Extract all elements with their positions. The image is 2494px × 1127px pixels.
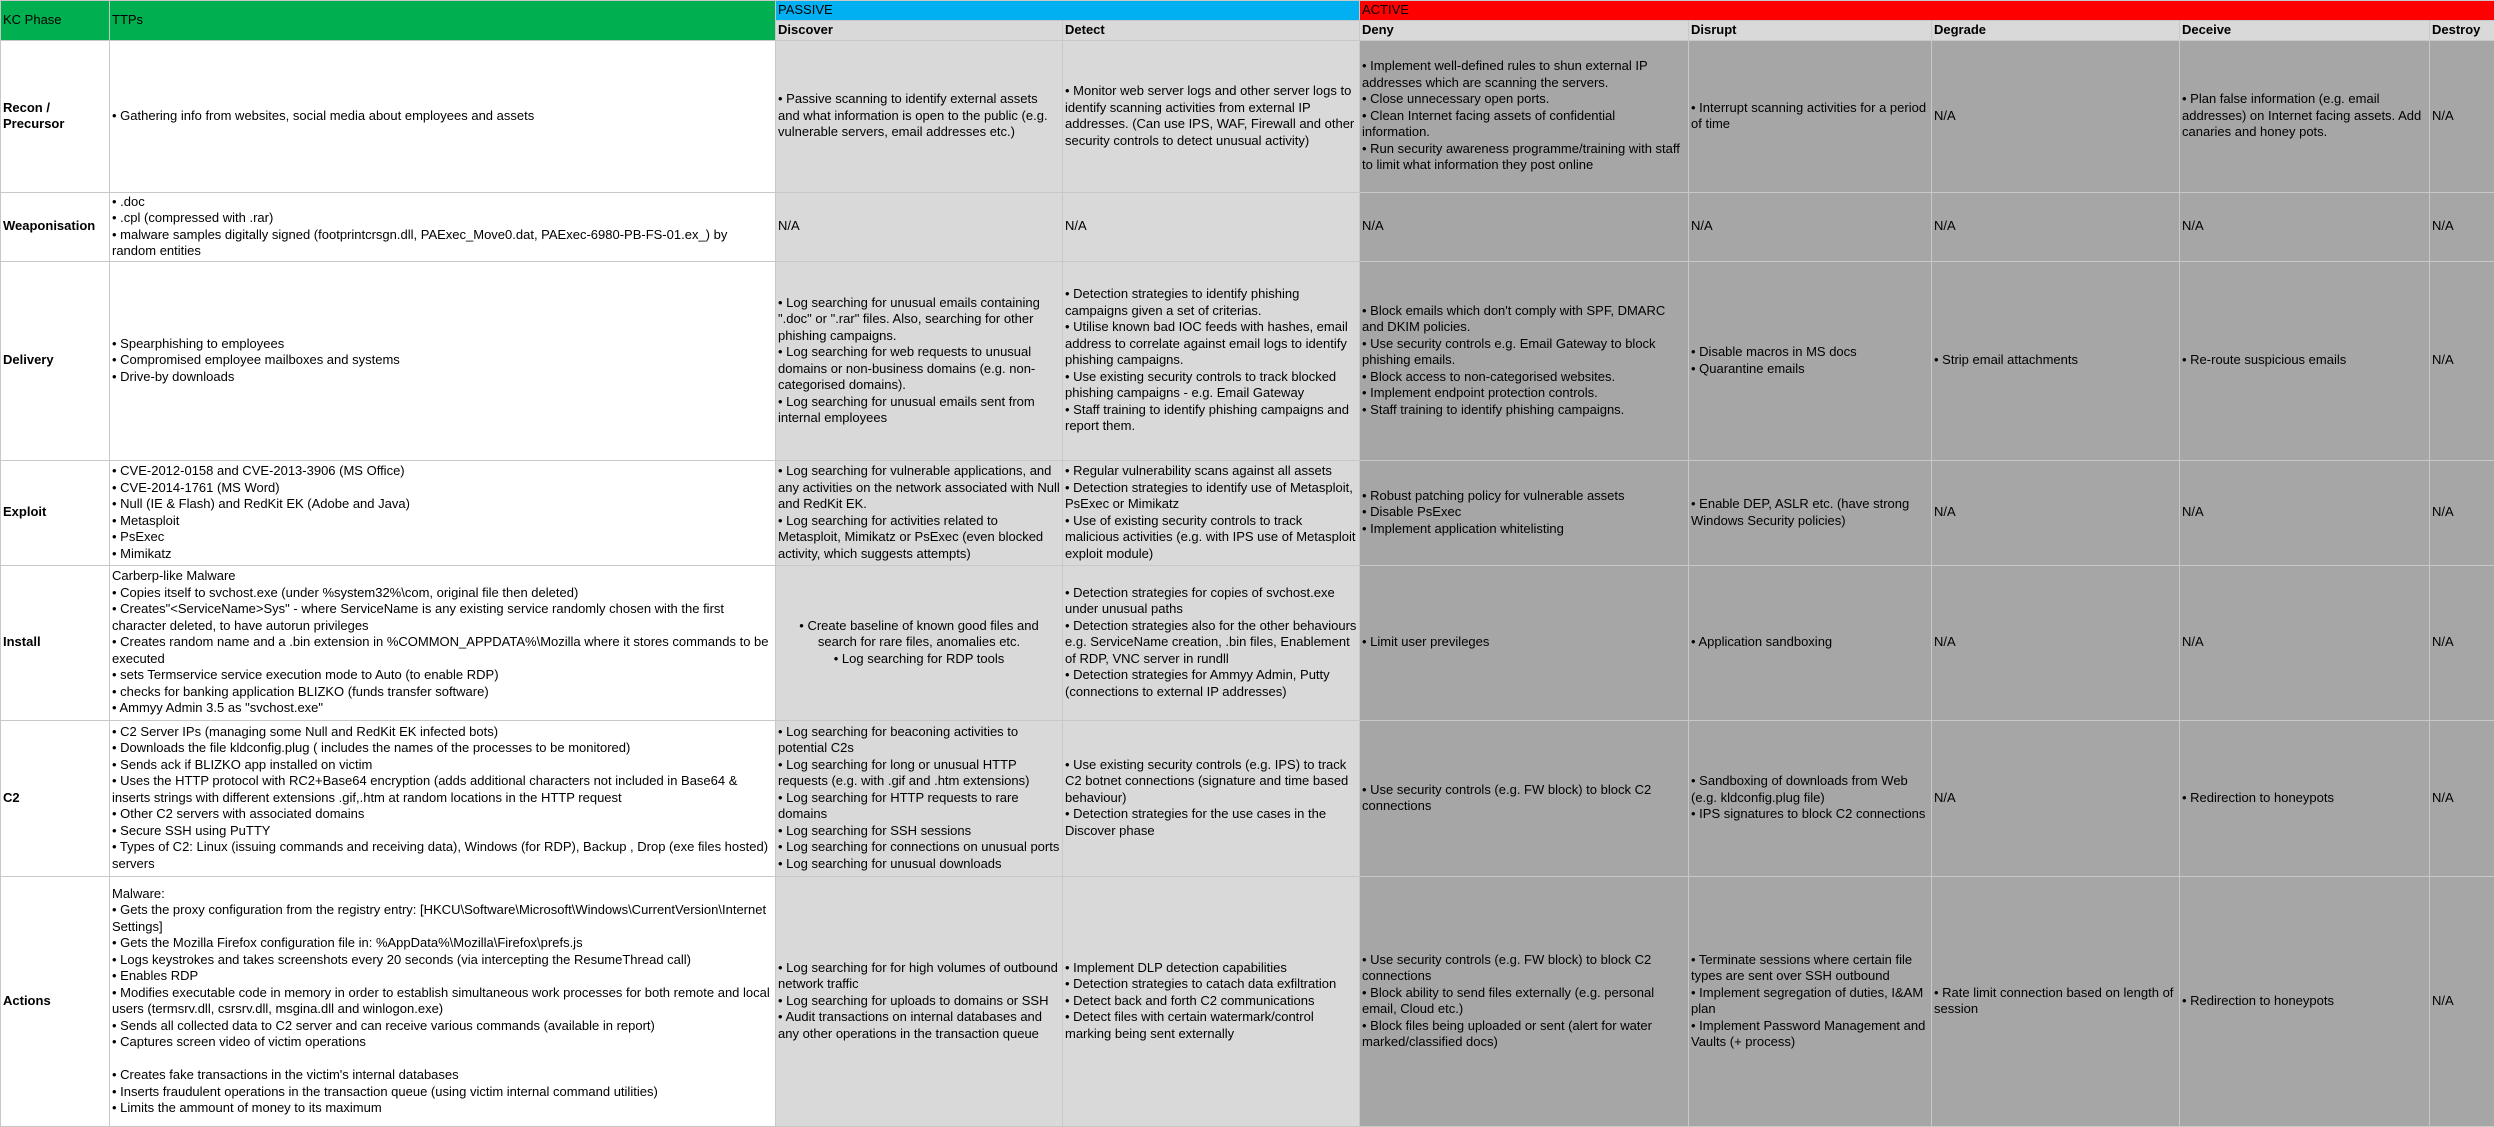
- cell-line: • Log searching for web requests to unusual domains or non-business domains (e.g. non-categorised domains).: [778, 344, 1060, 394]
- cell-line: • Use security controls e.g. Email Gateway to block phishing emails.: [1362, 336, 1686, 369]
- cell-line: • Close unnecessary open ports.: [1362, 91, 1686, 108]
- cell-line: • Use security controls (e.g. FW block) to block C2 connections: [1362, 952, 1686, 985]
- cell-line: [112, 1051, 773, 1068]
- cell-line: • Captures screen video of victim operations: [112, 1034, 773, 1051]
- header-active[interactable]: ACTIVE: [1360, 1, 2494, 21]
- cell-line: • C2 Server IPs (managing some Null and RedKit EK infected bots): [112, 724, 773, 741]
- deceive-cell[interactable]: [2180, 565, 2430, 720]
- group-header-row: [1, 1, 2494, 21]
- cell-line: • Redirection to honeypots: [2182, 993, 2427, 1010]
- cell-line: • Creates fake transactions in the victim's internal databases: [112, 1067, 773, 1084]
- cell-line: • Implement endpoint protection controls.: [1362, 385, 1686, 402]
- cell-line: • Types of C2: Linux (issuing commands and receiving data), Windows (for RDP), Backup , Drop (exe files hosted) servers: [112, 839, 773, 872]
- cell-line: • .doc: [112, 194, 773, 211]
- table-row: [1, 460, 2494, 565]
- discover-cell[interactable]: [776, 261, 1063, 460]
- detect-cell[interactable]: [1063, 261, 1360, 460]
- cell-line: N/A: [2432, 352, 2492, 369]
- cell-line: N/A: [2432, 634, 2492, 651]
- cell-line: • checks for banking application BLIZKO (funds transfer software): [112, 684, 773, 701]
- cell-line: • Gets the proxy configuration from the registry entry: [HKCU\Software\Microsoft\Windows\CurrentVersion\Internet Settings]: [112, 902, 773, 935]
- deny-cell[interactable]: [1360, 876, 1689, 1126]
- cell-line: • Secure SSH using PuTTY: [112, 823, 773, 840]
- cell-line: • Log searching for beaconing activities to potential C2s: [778, 724, 1060, 757]
- deceive-cell[interactable]: [2180, 192, 2430, 261]
- ttps-cell[interactable]: [110, 192, 776, 261]
- kc-phase-cell[interactable]: C2: [1, 720, 110, 876]
- discover-cell[interactable]: [776, 876, 1063, 1126]
- cell-line: • Block emails which don't comply with SPF, DMARC and DKIM policies.: [1362, 303, 1686, 336]
- cell-line: • Detection strategies for the use cases in the Discover phase: [1065, 806, 1357, 839]
- deny-cell[interactable]: [1360, 40, 1689, 192]
- table-row: [1, 40, 2494, 192]
- header-ttps[interactable]: TTPs: [110, 1, 776, 41]
- detect-cell[interactable]: [1063, 565, 1360, 720]
- cell-line: • Detection strategies to identify use of Metasploit, PsExec or Mimikatz: [1065, 480, 1357, 513]
- cell-line: • Gets the Mozilla Firefox configuration file in: %AppData%\Mozilla\Firefox\prefs.js: [112, 935, 773, 952]
- deny-cell[interactable]: [1360, 565, 1689, 720]
- ttps-cell[interactable]: [110, 565, 776, 720]
- cell-line: • Log searching for RDP tools: [778, 651, 1060, 668]
- kc-phase-cell[interactable]: Exploit: [1, 460, 110, 565]
- cell-line: Carberp-like Malware: [112, 568, 773, 585]
- cell-line: • Log searching for unusual downloads: [778, 856, 1060, 873]
- cell-line: • Detect files with certain watermark/control marking being sent externally: [1065, 1009, 1357, 1042]
- table-row: [1, 261, 2494, 460]
- detect-cell[interactable]: [1063, 460, 1360, 565]
- cell-line: • Log searching for SSH sessions: [778, 823, 1060, 840]
- cell-line: • Log searching for HTTP requests to rare domains: [778, 790, 1060, 823]
- cell-line: • Sends ack if BLIZKO app installed on victim: [112, 757, 773, 774]
- cell-line: • Log searching for connections on unusual ports: [778, 839, 1060, 856]
- cell-line: • Strip email attachments: [1934, 352, 2177, 369]
- cell-line: • Spearphishing to employees: [112, 336, 773, 353]
- cell-line: • PsExec: [112, 529, 773, 546]
- cell-line: • Regular vulnerability scans against all assets: [1065, 463, 1357, 480]
- cell-line: N/A: [1362, 218, 1686, 235]
- disrupt-cell[interactable]: [1689, 460, 1932, 565]
- cell-line: • Staff training to identify phishing campaigns.: [1362, 402, 1686, 419]
- detect-cell[interactable]: [1063, 720, 1360, 876]
- cell-line: • Uses the HTTP protocol with RC2+Base64 encryption (adds additional characters not included in Base64 & inserts strings with different extensions .gif,.htm at random locations in the HTTP request: [112, 773, 773, 806]
- kc-phase-cell[interactable]: Delivery: [1, 261, 110, 460]
- discover-cell[interactable]: [776, 460, 1063, 565]
- cell-line: • Terminate sessions where certain file types are sent over SSH outbound: [1691, 952, 1929, 985]
- cell-line: N/A: [2432, 790, 2492, 807]
- discover-cell[interactable]: [776, 720, 1063, 876]
- cell-line: N/A: [1934, 504, 2177, 521]
- ttps-cell[interactable]: [110, 460, 776, 565]
- ttps-cell[interactable]: [110, 720, 776, 876]
- degrade-cell[interactable]: [1932, 40, 2180, 192]
- detect-cell[interactable]: [1063, 192, 1360, 261]
- cell-line: • Create baseline of known good files and search for rare files, anomalies etc.: [778, 618, 1060, 651]
- degrade-cell[interactable]: [1932, 261, 2180, 460]
- header-deceive[interactable]: Deceive: [2180, 20, 2430, 40]
- cell-line: N/A: [778, 218, 1060, 235]
- cell-line: • Enables RDP: [112, 968, 773, 985]
- cell-line: • CVE-2012-0158 and CVE-2013-3906 (MS Office): [112, 463, 773, 480]
- cell-line: • Disable macros in MS docs: [1691, 344, 1929, 361]
- cell-line: • Robust patching policy for vulnerable assets: [1362, 488, 1686, 505]
- cell-line: • Drive-by downloads: [112, 369, 773, 386]
- cell-line: N/A: [2432, 504, 2492, 521]
- cell-line: • Creates"<ServiceName>Sys" - where ServiceName is any existing service randomly chosen with the first character deleted, to have autorun privileges: [112, 601, 773, 634]
- destroy-cell[interactable]: [2430, 720, 2494, 876]
- detect-cell[interactable]: [1063, 876, 1360, 1126]
- kc-phase-cell[interactable]: Actions: [1, 876, 110, 1126]
- degrade-cell[interactable]: [1932, 720, 2180, 876]
- deny-cell[interactable]: [1360, 720, 1689, 876]
- cell-line: • Block access to non-categorised websites.: [1362, 369, 1686, 386]
- ttps-cell[interactable]: [110, 261, 776, 460]
- discover-cell[interactable]: [776, 40, 1063, 192]
- detect-cell[interactable]: [1063, 40, 1360, 192]
- destroy-cell[interactable]: [2430, 876, 2494, 1126]
- destroy-cell[interactable]: [2430, 565, 2494, 720]
- cell-line: • Enable DEP, ASLR etc. (have strong Windows Security policies): [1691, 496, 1929, 529]
- cell-line: • Detection strategies for copies of svchost.exe under unusual paths: [1065, 585, 1357, 618]
- table-row: [1, 720, 2494, 876]
- table-body: [1, 40, 2494, 1126]
- deceive-cell[interactable]: [2180, 40, 2430, 192]
- cell-line: N/A: [1691, 218, 1929, 235]
- cell-line: Malware:: [112, 886, 773, 903]
- destroy-cell[interactable]: [2430, 192, 2494, 261]
- disrupt-cell[interactable]: [1689, 720, 1932, 876]
- cell-line: • Use security controls (e.g. FW block) to block C2 connections: [1362, 782, 1686, 815]
- cell-line: • Log searching for unusual emails sent from internal employees: [778, 394, 1060, 427]
- cell-line: • Utilise known bad IOC feeds with hashes, email address to correlate against email logs to identify phishing campaigns.: [1065, 319, 1357, 369]
- cell-line: • Implement segregation of duties, I&AM plan: [1691, 985, 1929, 1018]
- cell-line: • Downloads the file kldconfig.plug ( includes the names of the processes to be monitored): [112, 740, 773, 757]
- degrade-cell[interactable]: [1932, 876, 2180, 1126]
- cell-line: • Redirection to honeypots: [2182, 790, 2427, 807]
- cell-line: • Use existing security controls to track blocked phishing campaigns - e.g. Email Gateway: [1065, 369, 1357, 402]
- header-kc-phase[interactable]: KC Phase: [1, 1, 110, 41]
- cell-line: • Detection strategies to identify phishing campaigns given a set of criterias.: [1065, 286, 1357, 319]
- table-row: [1, 876, 2494, 1126]
- deceive-cell[interactable]: [2180, 720, 2430, 876]
- header-discover[interactable]: Discover: [776, 20, 1063, 40]
- cell-line: • Other C2 servers with associated domains: [112, 806, 773, 823]
- header-disrupt[interactable]: Disrupt: [1689, 20, 1932, 40]
- cell-line: • Passive scanning to identify external assets and what information is open to the public (e.g. vulnerable servers, email addresses etc.): [778, 91, 1060, 141]
- cell-line: • Detection strategies for Ammyy Admin, Putty (connections to external IP addresses): [1065, 667, 1357, 700]
- cell-line: • Plan false information (e.g. email addresses) on Internet facing assets. Add canaries and honey pots.: [2182, 91, 2427, 141]
- cell-line: • Rate limit connection based on length of session: [1934, 985, 2177, 1018]
- cell-line: • Modifies executable code in memory in order to establish simultaneous work processes for both remote and local users (termsrv.dll, csrsrv.dll, msgina.dll and winlogon.exe): [112, 985, 773, 1018]
- cell-line: • Implement Password Management and Vaults (+ process): [1691, 1018, 1929, 1051]
- table-row: [1, 565, 2494, 720]
- cell-line: N/A: [2432, 993, 2492, 1010]
- cell-line: • Compromised employee mailboxes and systems: [112, 352, 773, 369]
- kc-phase-cell[interactable]: Recon / Precursor: [1, 40, 110, 192]
- cell-line: N/A: [1934, 108, 2177, 125]
- deny-cell[interactable]: [1360, 192, 1689, 261]
- cell-line: N/A: [2182, 504, 2427, 521]
- discover-cell[interactable]: [776, 565, 1063, 720]
- degrade-cell[interactable]: [1932, 460, 2180, 565]
- deny-cell[interactable]: [1360, 460, 1689, 565]
- degrade-cell[interactable]: [1932, 192, 2180, 261]
- cell-line: • Audit transactions on internal databases and any other operations in the transaction queue: [778, 1009, 1060, 1042]
- cell-line: • malware samples digitally signed (footprintcrsgn.dll, PAExec_Move0.dat, PAExec-6980-PB-FS-01.ex_) by random entities: [112, 227, 773, 260]
- header-degrade[interactable]: Degrade: [1932, 20, 2180, 40]
- cell-line: • CVE-2014-1761 (MS Word): [112, 480, 773, 497]
- cell-line: • Sandboxing of downloads from Web (e.g. kldconfig.plug file): [1691, 773, 1929, 806]
- cell-line: N/A: [1934, 218, 2177, 235]
- cell-line: • Interrupt scanning activities for a period of time: [1691, 100, 1929, 133]
- cell-line: N/A: [1065, 218, 1357, 235]
- cell-line: • Disable PsExec: [1362, 504, 1686, 521]
- cell-line: • Mimikatz: [112, 546, 773, 563]
- disrupt-cell[interactable]: [1689, 261, 1932, 460]
- cell-line: • Log searching for long or unusual HTTP requests (e.g. with .gif and .htm extensions): [778, 757, 1060, 790]
- cell-line: • sets Termservice service execution mode to Auto (to enable RDP): [112, 667, 773, 684]
- cell-line: • Logs keystrokes and takes screenshots every 20 seconds (via intercepting the ResumeThread call): [112, 952, 773, 969]
- cell-line: • Metasploit: [112, 513, 773, 530]
- header-deny[interactable]: Deny: [1360, 20, 1689, 40]
- cell-line: • Copies itself to svchost.exe (under %system32%\com, original file then deleted): [112, 585, 773, 602]
- cell-line: • Run security awareness programme/training with staff to limit what information they post online: [1362, 141, 1686, 174]
- disrupt-cell[interactable]: [1689, 565, 1932, 720]
- header-passive[interactable]: PASSIVE: [776, 1, 1360, 21]
- disrupt-cell[interactable]: [1689, 876, 1932, 1126]
- disrupt-cell[interactable]: [1689, 192, 1932, 261]
- cell-line: N/A: [1934, 790, 2177, 807]
- cell-line: N/A: [2432, 218, 2492, 235]
- destroy-cell[interactable]: [2430, 40, 2494, 192]
- cell-line: • IPS signatures to block C2 connections: [1691, 806, 1929, 823]
- cell-line: • .cpl (compressed with .rar): [112, 210, 773, 227]
- cell-line: • Implement DLP detection capabilities: [1065, 960, 1357, 977]
- deceive-cell[interactable]: [2180, 876, 2430, 1126]
- cell-line: N/A: [2432, 108, 2492, 125]
- cell-line: • Log searching for uploads to domains or SSH: [778, 993, 1060, 1010]
- destroy-cell[interactable]: [2430, 261, 2494, 460]
- cell-line: • Clean Internet facing assets of confidential information.: [1362, 108, 1686, 141]
- header-destroy[interactable]: Destroy: [2430, 20, 2494, 40]
- ttps-cell[interactable]: [110, 876, 776, 1126]
- cell-line: • Creates random name and a .bin extension in %COMMON_APPDATA%\Mozilla where it stores commands to be executed: [112, 634, 773, 667]
- degrade-cell[interactable]: [1932, 565, 2180, 720]
- cell-line: • Log searching for vulnerable applications, and any activities on the network associated with Null and RedKit EK.: [778, 463, 1060, 513]
- cell-line: • Use of existing security controls to track malicious activities (e.g. with IPS use of Metasploit exploit module): [1065, 513, 1357, 563]
- disrupt-cell[interactable]: [1689, 40, 1932, 192]
- cell-line: • Log searching for for high volumes of outbound network traffic: [778, 960, 1060, 993]
- cell-line: • Detection strategies to catach data exfiltration: [1065, 976, 1357, 993]
- deny-cell[interactable]: [1360, 261, 1689, 460]
- cell-line: • Detection strategies also for the other behaviours e.g. ServiceName creation, .bin files, Enablement of RDP, VNC server in rundll: [1065, 618, 1357, 668]
- cell-line: N/A: [2182, 218, 2427, 235]
- cell-line: • Sends all collected data to C2 server and can receive various commands (available in report): [112, 1018, 773, 1035]
- cell-line: • Application sandboxing: [1691, 634, 1929, 651]
- destroy-cell[interactable]: [2430, 460, 2494, 565]
- cell-line: • Log searching for activities related to Metasploit, Mimikatz or PsExec (even blocked activity, which suggests attempts): [778, 513, 1060, 563]
- deceive-cell[interactable]: [2180, 460, 2430, 565]
- cell-line: • Use existing security controls (e.g. IPS) to track C2 botnet connections (signature and time based behaviour): [1065, 757, 1357, 807]
- cell-line: • Limits the ammount of money to its maximum: [112, 1100, 773, 1117]
- cell-line: • Ammyy Admin 3.5 as "svchost.exe": [112, 700, 773, 717]
- cell-line: • Quarantine emails: [1691, 361, 1929, 378]
- cell-line: • Gathering info from websites, social media about employees and assets: [112, 108, 773, 125]
- cell-line: • Staff training to identify phishing campaigns and report them.: [1065, 402, 1357, 435]
- cell-line: • Log searching for unusual emails containing ".doc" or ".rar" files. Also, searching for other phishing campaigns.: [778, 295, 1060, 345]
- cell-line: • Block ability to send files externally (e.g. personal email, Cloud etc.): [1362, 985, 1686, 1018]
- ttps-cell[interactable]: [110, 40, 776, 192]
- cell-line: • Limit user previleges: [1362, 634, 1686, 651]
- kc-phase-cell[interactable]: Weaponisation: [1, 192, 110, 261]
- kc-phase-cell[interactable]: Install: [1, 565, 110, 720]
- cell-line: N/A: [2182, 634, 2427, 651]
- cell-line: • Inserts fraudulent operations in the transaction queue (using victim internal command utilities): [112, 1084, 773, 1101]
- cell-line: N/A: [1934, 634, 2177, 651]
- deceive-cell[interactable]: [2180, 261, 2430, 460]
- cell-line: • Block files being uploaded or sent (alert for water marked/classified docs): [1362, 1018, 1686, 1051]
- header-detect[interactable]: Detect: [1063, 20, 1360, 40]
- discover-cell[interactable]: [776, 192, 1063, 261]
- cell-line: • Implement application whitelisting: [1362, 521, 1686, 538]
- cell-line: • Null (IE & Flash) and RedKit EK (Adobe and Java): [112, 496, 773, 513]
- cell-line: • Re-route suspicious emails: [2182, 352, 2427, 369]
- cell-line: • Implement well-defined rules to shun external IP addresses which are scanning the servers.: [1362, 58, 1686, 91]
- cell-line: • Monitor web server logs and other server logs to identify scanning activities from external IP addresses. (Can use IPS, WAF, Firewall and other security controls to detect unusual activity): [1065, 83, 1357, 149]
- cell-line: • Detect back and forth C2 communications: [1065, 993, 1357, 1010]
- table-row: [1, 192, 2494, 261]
